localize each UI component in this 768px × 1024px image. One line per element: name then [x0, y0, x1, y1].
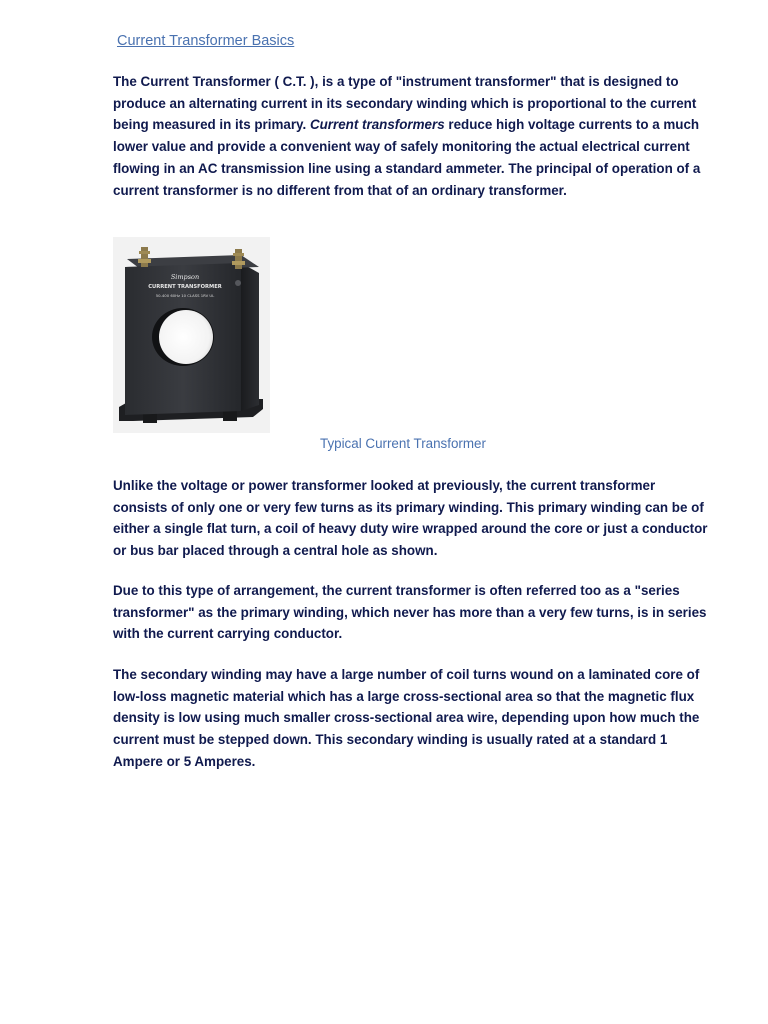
page-title: Current Transformer Basics [117, 33, 295, 49]
label-line-1: CURRENT TRANSFORMER [148, 284, 222, 290]
intro-text-start: The Current Transformer ( C.T. ), is a type of "instrument transformer" that is designed to produce an alternating current in its secondary winding which is proportional to the current being measured in its primary. [113, 74, 697, 133]
label-line-2: 50-400 60Hz 10 CLASS 1RV UL [155, 293, 215, 298]
current-transformer-photo [113, 237, 270, 433]
intro-text-end: reduce high voltage currents to a much lower value and provide a convenient way of safely monitoring the actual electrical current flowing in an AC transmission line using a standard ammeter. The principal of operation of a current transformer is no different from that of an ordinary transformer. [113, 117, 701, 198]
label-brand: Simpson [170, 273, 200, 281]
primary-winding-paragraph: Unlike the voltage or power transformer looked at previously, the current transformer consists of only one or very few turns as its primary winding. This primary winding can be of either a single flat turn, a coil of heavy duty wire wrapped around the core or just a conductor or bus bar placed through a central hole as shown. [113, 478, 708, 559]
intro-paragraph [113, 71, 713, 201]
series-transformer-paragraph: Due to this type of arrangement, the current transformer is often referred too as a "series transformer" as the primary winding, which never has more than a very few turns, is in series with the current carrying conductor. [113, 583, 707, 642]
intro-emphasis: Current transformers [309, 117, 445, 133]
secondary-winding-paragraph: The secondary winding may have a large number of coil turns wound on a laminated core of low-loss magnetic material which has a large cross-sectional area so that the magnetic flux density is low using much smaller cross-sectional area wire, depending upon how much the current must be stepped down. This secondary winding is usually rated at a standard 1 Ampere or 5 Amperes. [113, 667, 700, 769]
figure-caption: Typical Current Transformer [320, 436, 486, 451]
